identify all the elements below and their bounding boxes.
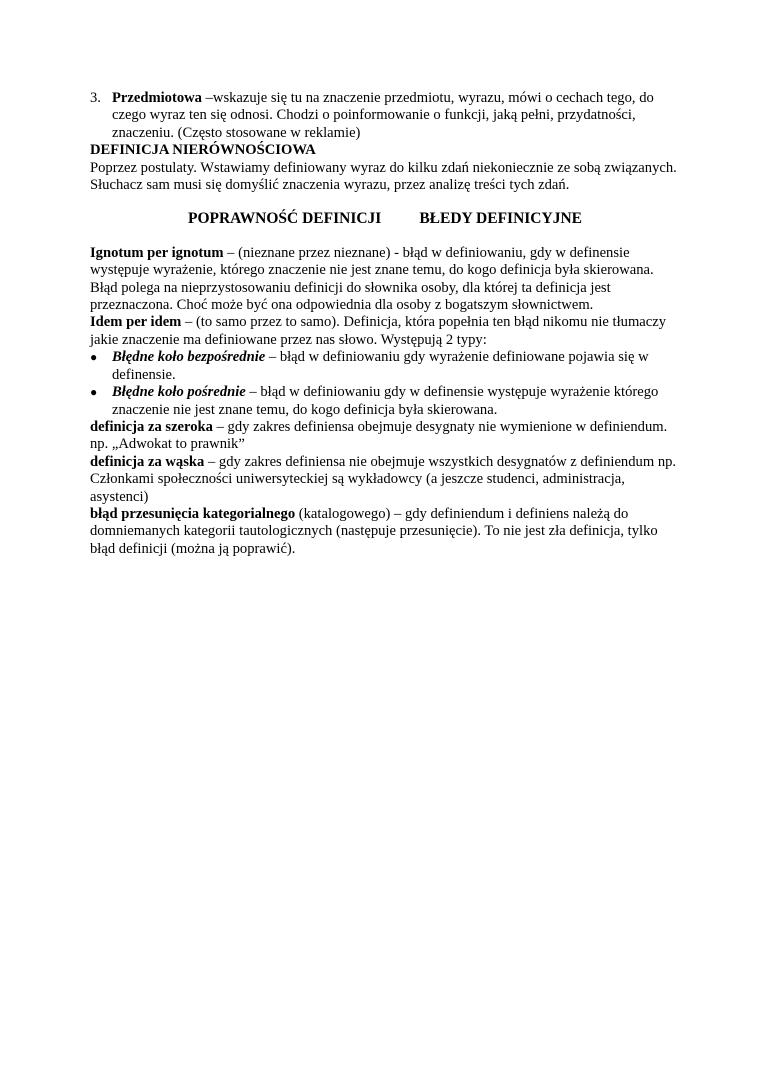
list-item — [90, 384, 680, 419]
list-item — [90, 349, 680, 384]
list-item-body — [112, 90, 680, 142]
term-przesuniecie: błąd przesunięcia kategorialnego — [90, 505, 296, 522]
list-item-przedmiotowa — [90, 90, 680, 142]
bullet-list — [90, 349, 680, 419]
nierownosciowa-paragraph: Poprzez postulaty. Wstawiamy definiowany wyraz do kilku zdań niekoniecznie ze sobą związanych. Słuchacz sam musi się domyślić znaczenia wyrazu, przez analizę treści tych zdań. — [90, 159, 677, 194]
bullet-text — [112, 349, 680, 384]
list-number: 3. — [90, 90, 101, 106]
heading-poprawnosc: POPRAWNOŚĆ DEFINICJI — [188, 210, 382, 228]
bullet-text — [112, 384, 680, 419]
przesuniecie-paragraph — [90, 506, 680, 558]
section-heading-nierownosciowa: DEFINICJA NIERÓWNOŚCIOWA — [90, 142, 316, 159]
term-bezposrednie: Błędne koło bezpośrednie — [112, 349, 266, 366]
posrednie-description: – błąd w definiowaniu gdy w definensie występuje wyrażenie którego znaczenie nie jest znane temu, do kogo definicja była skierowana. — [112, 384, 659, 418]
center-heading — [90, 210, 680, 227]
za-szeroka-paragraph — [90, 419, 680, 454]
przedmiotowa-description: –wskazuje się tu na znaczenie przedmiotu, wyrazu, mówi o cechach tego, do czego wyraz ten się odnosi. Chodzi o poinformowanie o funkcji, jaką pełni, przydatności, znaczeniu. (Często stosowane w reklamie) — [112, 90, 654, 141]
ignotum-description: – (nieznane przez nieznane) - błąd w definiowaniu, gdy w definensie występuje wyrażenie, którego znaczenie nie jest znane temu, do kogo definicja była skierowana. Błąd polega na nieprzystosowaniu definicji do słownika osoby, dla której ta definicja jest przeznaczona. Choć może być ona odpowiednia dla osoby z bogatszym słownictwem. — [90, 244, 654, 314]
za-waska-paragraph — [90, 454, 680, 506]
heading-bledy: BŁEDY DEFINICYJNE — [419, 210, 582, 228]
term-za-szeroka: definicja za szeroka — [90, 418, 213, 435]
term-posrednie: Błędne koło pośrednie — [112, 384, 246, 401]
bullet-icon: ● — [90, 350, 98, 365]
bezposrednie-description: – błąd w definiowaniu gdy wyrażenie definiowane pojawia się w definensie. — [112, 349, 649, 383]
bullet-icon: ● — [90, 385, 98, 400]
ignotum-paragraph — [90, 245, 680, 315]
za-waska-description: – gdy zakres definiensa nie obejmuje wszystkich desygnatów z definiendum np. Członkami społeczności uniwersyteckiej są wykładowcy (a jeszcze studenci, administracja, asystenci) — [90, 453, 677, 505]
term-ignotum: Ignotum per ignotum — [90, 244, 224, 261]
przesuniecie-description: (katalogowego) – gdy definiendum i definiens należą do domniemanych kategorii tautologicznych (następuje przesunięcie). To nie jest zła definicja, tylko błąd definicji (można ją poprawić). — [90, 505, 658, 557]
idem-description: – (to samo przez to samo). Definicja, która popełnia ten błąd nikomu nie tłumaczy jakie znaczenie ma definiowane przez nas słowo. Występują 2 typy: — [90, 314, 667, 348]
za-szeroka-description: – gdy zakres definiensa obejmuje desygnaty nie wymienione w definiendum. np. „Adwokat to prawnik” — [90, 418, 668, 453]
idem-paragraph — [90, 314, 680, 349]
term-za-waska: definicja za wąska — [90, 453, 205, 470]
term-przedmiotowa: Przedmiotowa — [112, 90, 202, 106]
document-page — [90, 90, 680, 558]
term-idem: Idem per idem — [90, 314, 182, 331]
